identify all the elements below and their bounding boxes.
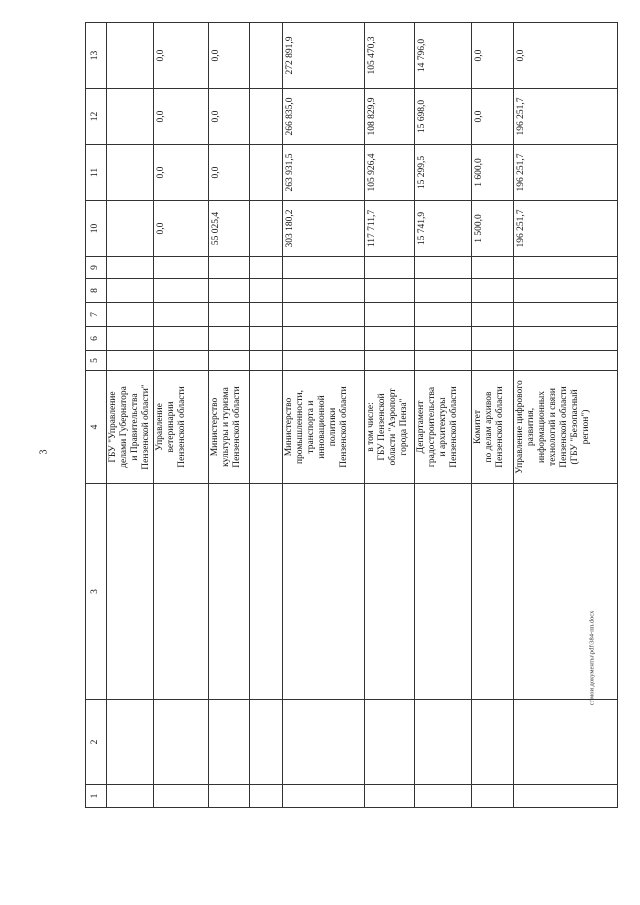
empty-cell-col-1 xyxy=(209,785,250,808)
organization-line: Пензенской области" xyxy=(141,384,152,470)
empty-cell-col-3 xyxy=(415,484,472,700)
empty-cell-col-7 xyxy=(250,303,283,327)
amount-col-12: 0,0 xyxy=(472,89,514,145)
header-cell-3: 3 xyxy=(86,484,107,700)
empty-cell-col-6 xyxy=(415,327,472,351)
empty-cell-col-6 xyxy=(472,327,514,351)
empty-cell-col-2 xyxy=(415,700,472,785)
amount-col-13 xyxy=(107,23,154,89)
empty-cell-col-5 xyxy=(415,351,472,371)
empty-cell-col-3 xyxy=(514,484,618,700)
empty-cell-col-1 xyxy=(107,785,154,808)
amount-col-12: 196 251,7 xyxy=(514,89,618,145)
empty-cell-col-5 xyxy=(250,351,283,371)
empty-cell-col-6 xyxy=(154,327,209,351)
organization-line: Пензенской области xyxy=(495,386,506,468)
table-row xyxy=(514,23,618,808)
organization-line: транспорта и xyxy=(306,400,317,454)
empty-cell-col-2 xyxy=(107,700,154,785)
amount-col-13: 105 470,3 xyxy=(365,23,415,89)
table-row xyxy=(283,23,365,808)
organization-line: Пензенской области xyxy=(232,386,243,468)
header-cell-11: 11 xyxy=(86,145,107,201)
empty-cell-col-8 xyxy=(514,279,618,303)
empty-cell-col-7 xyxy=(365,303,415,327)
amount-col-13: 272 891,9 xyxy=(283,23,365,89)
empty-cell-col-3 xyxy=(365,484,415,700)
amount-col-11: 196 251,7 xyxy=(514,145,618,201)
organization-line: и Правительства xyxy=(130,393,141,461)
empty-cell-col-9 xyxy=(365,257,415,279)
empty-cell-col-2 xyxy=(154,700,209,785)
amount-col-11: 1 600,0 xyxy=(472,145,514,201)
empty-cell-col-1 xyxy=(365,785,415,808)
amount-col-12: 15 698,0 xyxy=(415,89,472,145)
header-cell-10: 10 xyxy=(86,201,107,257)
amount-col-10: 55 025,4 xyxy=(209,201,250,257)
page-number: 3 xyxy=(38,449,50,455)
table-row xyxy=(250,23,283,808)
empty-cell-col-2 xyxy=(514,700,618,785)
amount-col-10: 196 251,7 xyxy=(514,201,618,257)
organization-line: культуры и туризма xyxy=(221,387,232,467)
amount-col-13: 0,0 xyxy=(209,23,250,89)
empty-cell-col-9 xyxy=(250,257,283,279)
empty-cell-col-1 xyxy=(283,785,365,808)
empty-cell-col-5 xyxy=(283,351,365,371)
amount-col-10 xyxy=(250,201,283,257)
table-row xyxy=(209,23,250,808)
organization-line: области "Аэропорт xyxy=(388,388,399,466)
organization-cell xyxy=(365,371,415,484)
empty-cell-col-3 xyxy=(209,484,250,700)
empty-cell-col-7 xyxy=(209,303,250,327)
empty-cell-col-8 xyxy=(209,279,250,303)
amount-col-13: 0,0 xyxy=(472,23,514,89)
header-cell-13: 13 xyxy=(86,23,107,89)
empty-cell-col-5 xyxy=(209,351,250,371)
amount-col-13: 0,0 xyxy=(154,23,209,89)
organization-line: и архитектуры xyxy=(438,397,449,457)
organization-line: Министерство xyxy=(210,397,221,457)
empty-cell-col-9 xyxy=(415,257,472,279)
organization-cell xyxy=(250,371,283,484)
empty-cell-col-9 xyxy=(107,257,154,279)
organization-line: Пензенской области xyxy=(559,386,570,468)
empty-cell-col-2 xyxy=(472,700,514,785)
organization-line: промышленности, xyxy=(295,389,306,465)
organization-cell xyxy=(472,371,514,484)
empty-cell-col-7 xyxy=(107,303,154,327)
empty-cell-col-3 xyxy=(472,484,514,700)
organization-line: (ГБУ "Безопасный xyxy=(570,389,581,465)
amount-col-10: 0,0 xyxy=(154,201,209,257)
empty-cell-col-7 xyxy=(283,303,365,327)
empty-cell-col-6 xyxy=(250,327,283,351)
empty-cell-col-1 xyxy=(250,785,283,808)
empty-cell-col-9 xyxy=(154,257,209,279)
amount-col-10: 303 180,2 xyxy=(283,201,365,257)
organization-line: технологий и связи xyxy=(548,388,559,466)
organization-line: градостроительства xyxy=(427,386,438,468)
amount-col-10: 117 711,7 xyxy=(365,201,415,257)
amount-col-12: 266 835,0 xyxy=(283,89,365,145)
header-cell-8: 8 xyxy=(86,279,107,303)
header-cell-9: 9 xyxy=(86,257,107,279)
amount-col-12 xyxy=(250,89,283,145)
amount-col-13 xyxy=(250,23,283,89)
empty-cell-col-1 xyxy=(514,785,618,808)
empty-cell-col-3 xyxy=(107,484,154,700)
amount-col-11: 105 926,4 xyxy=(365,145,415,201)
organization-line: инновационной xyxy=(317,395,328,459)
empty-cell-col-5 xyxy=(365,351,415,371)
organization-cell xyxy=(514,371,618,484)
empty-cell-col-8 xyxy=(250,279,283,303)
amount-col-12: 0,0 xyxy=(209,89,250,145)
empty-cell-col-6 xyxy=(514,327,618,351)
amount-col-11: 0,0 xyxy=(209,145,250,201)
organization-line: ветеринарии xyxy=(166,401,177,453)
organization-line: Пензенской области xyxy=(449,386,460,468)
amount-col-13: 14 796,0 xyxy=(415,23,472,89)
empty-cell-col-3 xyxy=(283,484,365,700)
empty-cell-col-9 xyxy=(283,257,365,279)
table-row xyxy=(107,23,154,808)
organization-cell xyxy=(283,371,365,484)
empty-cell-col-1 xyxy=(154,785,209,808)
organization-line: Управление xyxy=(155,403,166,451)
header-cell-7: 7 xyxy=(86,303,107,327)
organization-line: развития, xyxy=(526,407,537,447)
organization-line: в том числе: xyxy=(366,402,377,452)
amount-col-12: 0,0 xyxy=(154,89,209,145)
organization-cell xyxy=(107,371,154,484)
empty-cell-col-3 xyxy=(154,484,209,700)
amount-col-13: 0,0 xyxy=(514,23,618,89)
header-cell-6: 6 xyxy=(86,327,107,351)
empty-cell-col-8 xyxy=(415,279,472,303)
empty-cell-col-8 xyxy=(154,279,209,303)
organization-cell xyxy=(415,371,472,484)
organization-line: Пензенской области xyxy=(177,386,188,468)
table-row xyxy=(154,23,209,808)
empty-cell-col-5 xyxy=(514,351,618,371)
organization-line: города Пенза" xyxy=(399,398,410,456)
empty-cell-col-2 xyxy=(283,700,365,785)
amount-col-11 xyxy=(107,145,154,201)
organization-line: информационных xyxy=(537,390,548,464)
empty-cell-col-7 xyxy=(472,303,514,327)
amount-col-10: 1 500,0 xyxy=(472,201,514,257)
organization-line: Министерство xyxy=(284,397,295,457)
empty-cell-col-9 xyxy=(514,257,618,279)
table-row xyxy=(415,23,472,808)
empty-cell-col-9 xyxy=(472,257,514,279)
header-cell-2: 2 xyxy=(86,700,107,785)
empty-cell-col-9 xyxy=(209,257,250,279)
empty-cell-col-8 xyxy=(283,279,365,303)
organization-line: Управление цифрового xyxy=(515,380,526,474)
empty-cell-col-6 xyxy=(283,327,365,351)
empty-cell-col-2 xyxy=(209,700,250,785)
empty-cell-col-1 xyxy=(472,785,514,808)
empty-cell-col-6 xyxy=(365,327,415,351)
empty-cell-col-3 xyxy=(250,484,283,700)
empty-cell-col-7 xyxy=(514,303,618,327)
organization-cell xyxy=(209,371,250,484)
empty-cell-col-5 xyxy=(154,351,209,371)
empty-cell-col-8 xyxy=(472,279,514,303)
amount-col-11: 263 931,5 xyxy=(283,145,365,201)
organization-line: по делам архивов xyxy=(484,391,495,463)
organization-line: Департамент xyxy=(416,400,427,454)
table-row xyxy=(472,23,514,808)
footer-file-path: c:\мои документы\pdf\384-пп.docx xyxy=(588,610,596,706)
amount-col-10: 15 741,9 xyxy=(415,201,472,257)
budget-table xyxy=(85,23,612,808)
table-body xyxy=(107,23,618,808)
empty-cell-col-8 xyxy=(107,279,154,303)
empty-cell-col-7 xyxy=(415,303,472,327)
empty-cell-col-1 xyxy=(415,785,472,808)
amount-col-12: 108 829,9 xyxy=(365,89,415,145)
amount-col-11 xyxy=(250,145,283,201)
organization-line: политики xyxy=(328,407,339,447)
empty-cell-col-7 xyxy=(154,303,209,327)
table-row xyxy=(365,23,415,808)
amount-col-10 xyxy=(107,201,154,257)
amount-col-12 xyxy=(107,89,154,145)
organization-line: ГБУ Пензенской xyxy=(377,393,388,461)
header-cell-12: 12 xyxy=(86,89,107,145)
header-cell-4: 4 xyxy=(86,371,107,484)
header-cell-1: 1 xyxy=(86,785,107,808)
empty-cell-col-8 xyxy=(365,279,415,303)
empty-cell-col-2 xyxy=(250,700,283,785)
empty-cell-col-6 xyxy=(209,327,250,351)
header-row xyxy=(86,23,107,808)
empty-cell-col-2 xyxy=(365,700,415,785)
organization-line: ГБУ "Управление xyxy=(108,391,118,463)
organization-line: Пензенской области xyxy=(339,386,350,468)
empty-cell-col-5 xyxy=(107,351,154,371)
amount-col-11: 0,0 xyxy=(154,145,209,201)
organization-line: регион") xyxy=(581,409,592,445)
header-cell-5: 5 xyxy=(86,351,107,371)
organization-line: делами Губернатора xyxy=(119,386,130,468)
organization-line: Комитет xyxy=(473,409,484,445)
organization-cell xyxy=(154,371,209,484)
amount-col-11: 15 299,5 xyxy=(415,145,472,201)
empty-cell-col-5 xyxy=(472,351,514,371)
empty-cell-col-6 xyxy=(107,327,154,351)
